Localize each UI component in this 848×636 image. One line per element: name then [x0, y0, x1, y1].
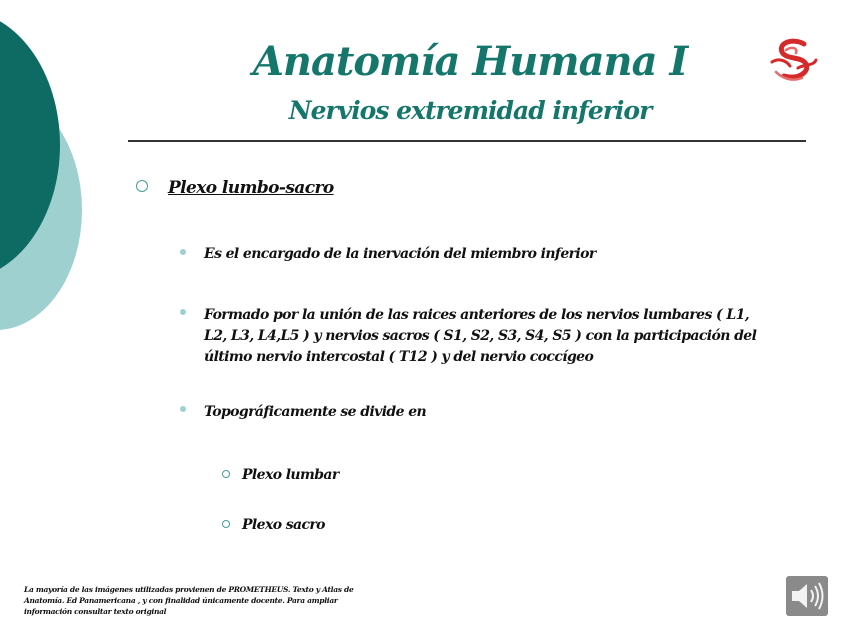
bullet-ring-small-icon	[222, 520, 230, 528]
slide-title: Anatomía Humana I	[252, 38, 688, 85]
footer-note: La mayoría de las imágenes utilizadas provienen de PROMETHEUS. Texto y Atlas de Anatomía. Ed Panamericana , y con finalidad únicamente docente. Para ampliar información consultar texto original	[24, 585, 354, 616]
sub-bullet-2: Formado por la unión de las raices anteriores de los nervios lumbares ( L1, L2, L3, L4,L5 ) y nervios sacros ( S1, S2, S3, S4, S5 ) con la participación del último nervio intercostal ( T12 ) y del nervio coccígeo	[204, 307, 757, 365]
main-bullet: Plexo lumbo-sacro	[168, 178, 334, 198]
bullet-dot-icon	[180, 406, 186, 412]
sub-bullet-3: Topográficamente se divide en	[204, 404, 427, 420]
slide-subtitle: Nervios extremidad inferior	[288, 96, 652, 125]
bullet-ring-icon	[136, 180, 148, 192]
sub-bullet-1: Es el encargado de la inervación del miembro inferior	[204, 246, 596, 262]
speaker-icon[interactable]	[786, 576, 828, 616]
bullet-dot-icon	[180, 249, 186, 255]
subsub-bullet-2: Plexo sacro	[242, 517, 325, 533]
subsub-bullet-1: Plexo lumbar	[242, 467, 339, 483]
bullet-ring-small-icon	[222, 470, 230, 478]
bullet-dot-icon	[180, 309, 186, 315]
